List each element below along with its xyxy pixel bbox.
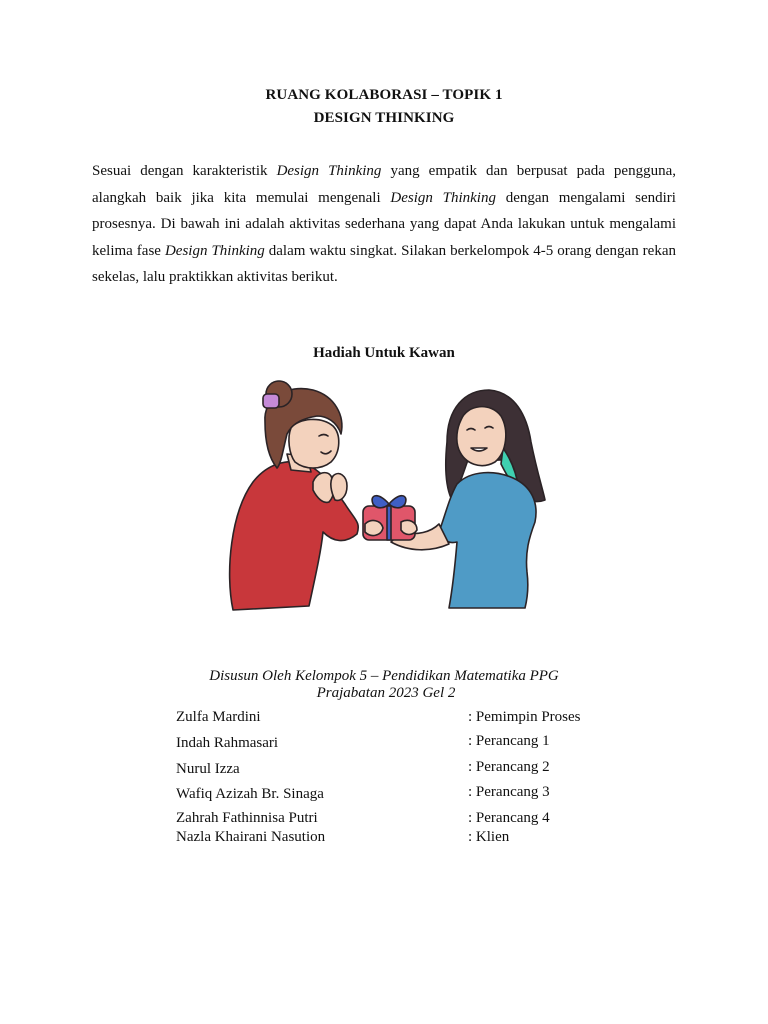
member-role: : Perancang 1 — [468, 733, 550, 749]
girl-blue-face — [457, 407, 506, 466]
girl-red-face — [289, 419, 339, 468]
intro-emphasis-2: Design Thinking — [390, 189, 496, 206]
gift-giving-illustration — [195, 372, 570, 617]
team-row — [176, 810, 616, 828]
intro-text-1: Sesuai dengan karakteristik — [92, 163, 277, 179]
hair-clip — [263, 394, 279, 408]
member-role: : Perancang 3 — [468, 784, 550, 800]
gift-ribbon-v — [387, 506, 391, 540]
team-row — [176, 786, 616, 804]
member-name: Zahrah Fathinnisa Putri — [176, 810, 318, 826]
team-row — [176, 709, 616, 727]
team-row — [176, 829, 616, 847]
byline-line-2: Prajabatan 2023 Gel 2 — [316, 685, 456, 701]
byline — [0, 668, 768, 702]
member-role: : Perancang 2 — [468, 759, 550, 775]
activity-title: Hadiah Untuk Kawan — [313, 345, 455, 361]
member-name: Indah Rahmasari — [176, 735, 279, 751]
intro-paragraph — [92, 158, 676, 291]
intro-text-2: yang empatik dan berpusat pada pengguna, alangkah baik jika kita memulai mengenali — [92, 163, 676, 206]
girl-blue-gift-hand — [401, 520, 417, 534]
intro-emphasis-1: Design Thinking — [276, 163, 382, 179]
intro-text-4: dalam waktu singkat. Silakan berkelompok 4-5 orang dengan rekan sekelas, lalu praktikkan aktivitas berikut. — [92, 242, 676, 285]
member-name: Nazla Khairani Nasution — [176, 829, 326, 845]
byline-line-1: Disusun Oleh Kelompok 5 – Pendidikan Matematika PPG — [209, 668, 559, 684]
team-row — [176, 735, 616, 753]
team-row — [176, 761, 616, 779]
member-name: Zulfa Mardini — [176, 709, 261, 725]
member-name: Wafiq Azizah Br. Sinaga — [176, 786, 324, 802]
girl-red-gift-hand — [365, 521, 383, 536]
member-role: : Klien — [468, 829, 510, 845]
member-name: Nurul Izza — [176, 761, 240, 777]
member-role: : Perancang 4 — [468, 810, 550, 826]
girl-red-hands-2 — [331, 474, 347, 501]
illustration-svg — [195, 372, 570, 617]
page-subtitle: DESIGN THINKING — [313, 110, 455, 126]
intro-emphasis-3: Design Thinking — [164, 242, 265, 259]
girl-blue-shirt — [439, 473, 536, 608]
member-role: : Pemimpin Proses — [468, 709, 581, 725]
page-title: RUANG KOLABORASI – TOPIK 1 — [265, 87, 503, 103]
intro-text-3: dengan mengalami sendiri prosesnya. Di bawah ini adalah aktivitas sederhana yang dapat Anda lakukan untuk mengalami kelima fase — [92, 189, 676, 259]
